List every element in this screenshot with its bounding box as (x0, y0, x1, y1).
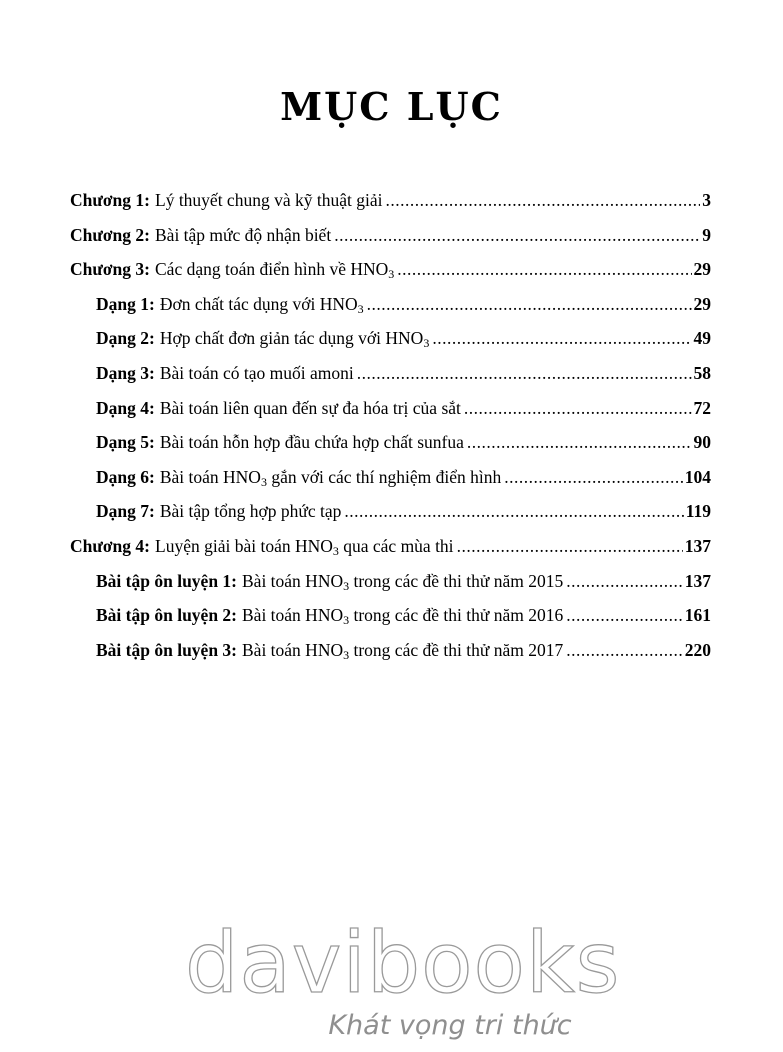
toc-entry-page-number: 29 (693, 259, 711, 280)
brand-slogan: Khát vọng tri thức (328, 1010, 572, 1041)
toc-entry-subscript: 3 (343, 613, 350, 628)
toc-entry-title (242, 571, 563, 594)
toc-dot-leader (432, 328, 691, 349)
toc-entry[interactable] (70, 328, 711, 363)
toc-entry-page-number: 137 (684, 535, 711, 556)
brand-watermark (185, 914, 621, 1041)
toc-entry-page-number: 90 (693, 432, 711, 453)
toc-entry-page-number: 3 (702, 190, 711, 210)
toc-entry-subscript: 3 (423, 336, 430, 351)
toc-entry[interactable] (70, 571, 711, 606)
toc-entry-title (155, 225, 331, 246)
toc-dot-leader (566, 571, 683, 592)
toc-entry-label: Bài tập ôn luyện 3: (96, 639, 237, 660)
toc-entry-page-number: 49 (693, 328, 711, 349)
toc-dot-leader (566, 640, 683, 661)
toc-entry-subscript: 3 (357, 301, 364, 316)
toc-entry-title (155, 259, 394, 282)
toc-entry-page-number: 161 (684, 605, 711, 626)
toc-entry-title-text: Bài toán HNO (242, 570, 344, 591)
toc-entry[interactable] (70, 605, 711, 640)
toc-entry-label: Dạng 2: (96, 328, 155, 349)
toc-entry-label: Dạng 5: (96, 432, 155, 453)
toc-entry-label: Dạng 7: (96, 501, 155, 522)
toc-entry-title (160, 398, 461, 419)
page-title: MỤC LỤC (280, 84, 503, 129)
toc-entry-page-number: 29 (693, 293, 711, 314)
toc-entry-label: Chương 2: (70, 224, 150, 245)
toc-entry-page-number: 9 (702, 224, 711, 245)
toc-entry[interactable] (70, 640, 711, 675)
toc-dot-leader (467, 432, 692, 453)
toc-dot-leader (566, 605, 683, 626)
toc-entry-subscript: 3 (343, 647, 350, 662)
toc-entry-page-number: 72 (693, 397, 711, 418)
toc-entry-title-text: Bài toán HNO (159, 466, 261, 487)
toc-entry[interactable] (70, 398, 711, 433)
toc-entry-subscript: 3 (343, 578, 350, 593)
toc-entry-title-text: Lý thuyết chung và kỹ thuật giải (155, 190, 383, 210)
table-of-contents (70, 190, 711, 674)
toc-entry-label: Dạng 1: (96, 293, 155, 314)
toc-dot-leader (334, 225, 700, 246)
toc-entry-title-text: Bài toán HNO (242, 639, 344, 660)
toc-entry-title-text: gắn với các thí nghiệm điển hình (266, 466, 502, 487)
toc-entry[interactable] (70, 536, 711, 571)
toc-entry-label: Dạng 6: (96, 466, 155, 487)
toc-entry-label: Chương 1: (70, 190, 150, 210)
toc-entry-title-text: Bài toán HNO (242, 605, 344, 626)
toc-entry-label: Bài tập ôn luyện 2: (96, 605, 237, 626)
toc-entry-title (155, 190, 382, 211)
toc-entry-label: Bài tập ôn luyện 1: (96, 570, 237, 591)
toc-entry-title-text: trong các đề thi thử năm 2016 (349, 605, 564, 626)
toc-entry[interactable] (70, 225, 711, 260)
toc-entry[interactable] (70, 501, 711, 536)
toc-entry-title (155, 536, 454, 559)
toc-entry[interactable] (70, 190, 711, 225)
toc-entry-title (242, 605, 563, 628)
brand-name: davibooks (185, 914, 621, 1012)
toc-entry-title (160, 294, 364, 317)
toc-dot-leader (397, 259, 691, 280)
toc-dot-leader (457, 536, 683, 557)
toc-entry-title-text: Các dạng toán điển hình về HNO (155, 259, 389, 280)
toc-entry[interactable] (70, 432, 711, 467)
toc-entry-title (242, 640, 563, 663)
toc-entry-label: Dạng 4: (96, 397, 155, 418)
toc-entry[interactable] (70, 363, 711, 398)
toc-entry-title-text: Bài tập tổng hợp phức tạp (159, 501, 342, 522)
toc-entry-title-text: Bài toán có tạo muối amoni (159, 362, 354, 383)
toc-entry-title-text: Bài toán liên quan đến sự đa hóa trị của sắt (159, 397, 461, 418)
toc-entry-subscript: 3 (332, 543, 339, 558)
toc-entry-title (160, 363, 354, 384)
toc-entry-page-number: 58 (693, 362, 711, 383)
toc-entry-label: Chương 4: (70, 535, 150, 556)
toc-entry-title-text: Bài tập mức độ nhận biết (155, 224, 332, 245)
toc-entry-title (160, 328, 429, 351)
toc-entry-title-text: Bài toán hỗn hợp đầu chứa hợp chất sunfua (159, 432, 464, 453)
toc-dot-leader (357, 363, 692, 384)
toc-entry-page-number: 104 (684, 466, 711, 487)
toc-entry-title-text: qua các mùa thi (338, 535, 454, 556)
toc-entry-title-text: trong các đề thi thử năm 2017 (349, 639, 564, 660)
toc-dot-leader (344, 501, 683, 522)
toc-entry-title-text: Luyện giải bài toán HNO (155, 535, 333, 556)
toc-entry[interactable] (70, 467, 711, 502)
toc-dot-leader (385, 190, 700, 211)
toc-entry-title-text: trong các đề thi thử năm 2015 (349, 570, 564, 591)
toc-entry-title-text: Đơn chất tác dụng với HNO (159, 293, 358, 314)
toc-entry-subscript: 3 (388, 267, 395, 282)
toc-entry-label: Chương 3: (70, 259, 150, 280)
toc-entry-title (160, 501, 342, 522)
toc-dot-leader (367, 294, 692, 315)
toc-entry[interactable] (70, 259, 711, 294)
toc-entry[interactable] (70, 294, 711, 329)
toc-entry-page-number: 119 (685, 501, 711, 522)
toc-entry-page-number: 137 (684, 570, 711, 591)
toc-entry-title (160, 432, 464, 453)
toc-entry-title-text: Hợp chất đơn giản tác dụng với HNO (159, 328, 424, 349)
toc-entry-title (160, 467, 501, 490)
toc-entry-page-number: 220 (684, 639, 711, 660)
toc-entry-subscript: 3 (260, 474, 267, 489)
toc-entry-label: Dạng 3: (96, 362, 155, 383)
toc-dot-leader (464, 398, 692, 419)
toc-dot-leader (504, 467, 683, 488)
